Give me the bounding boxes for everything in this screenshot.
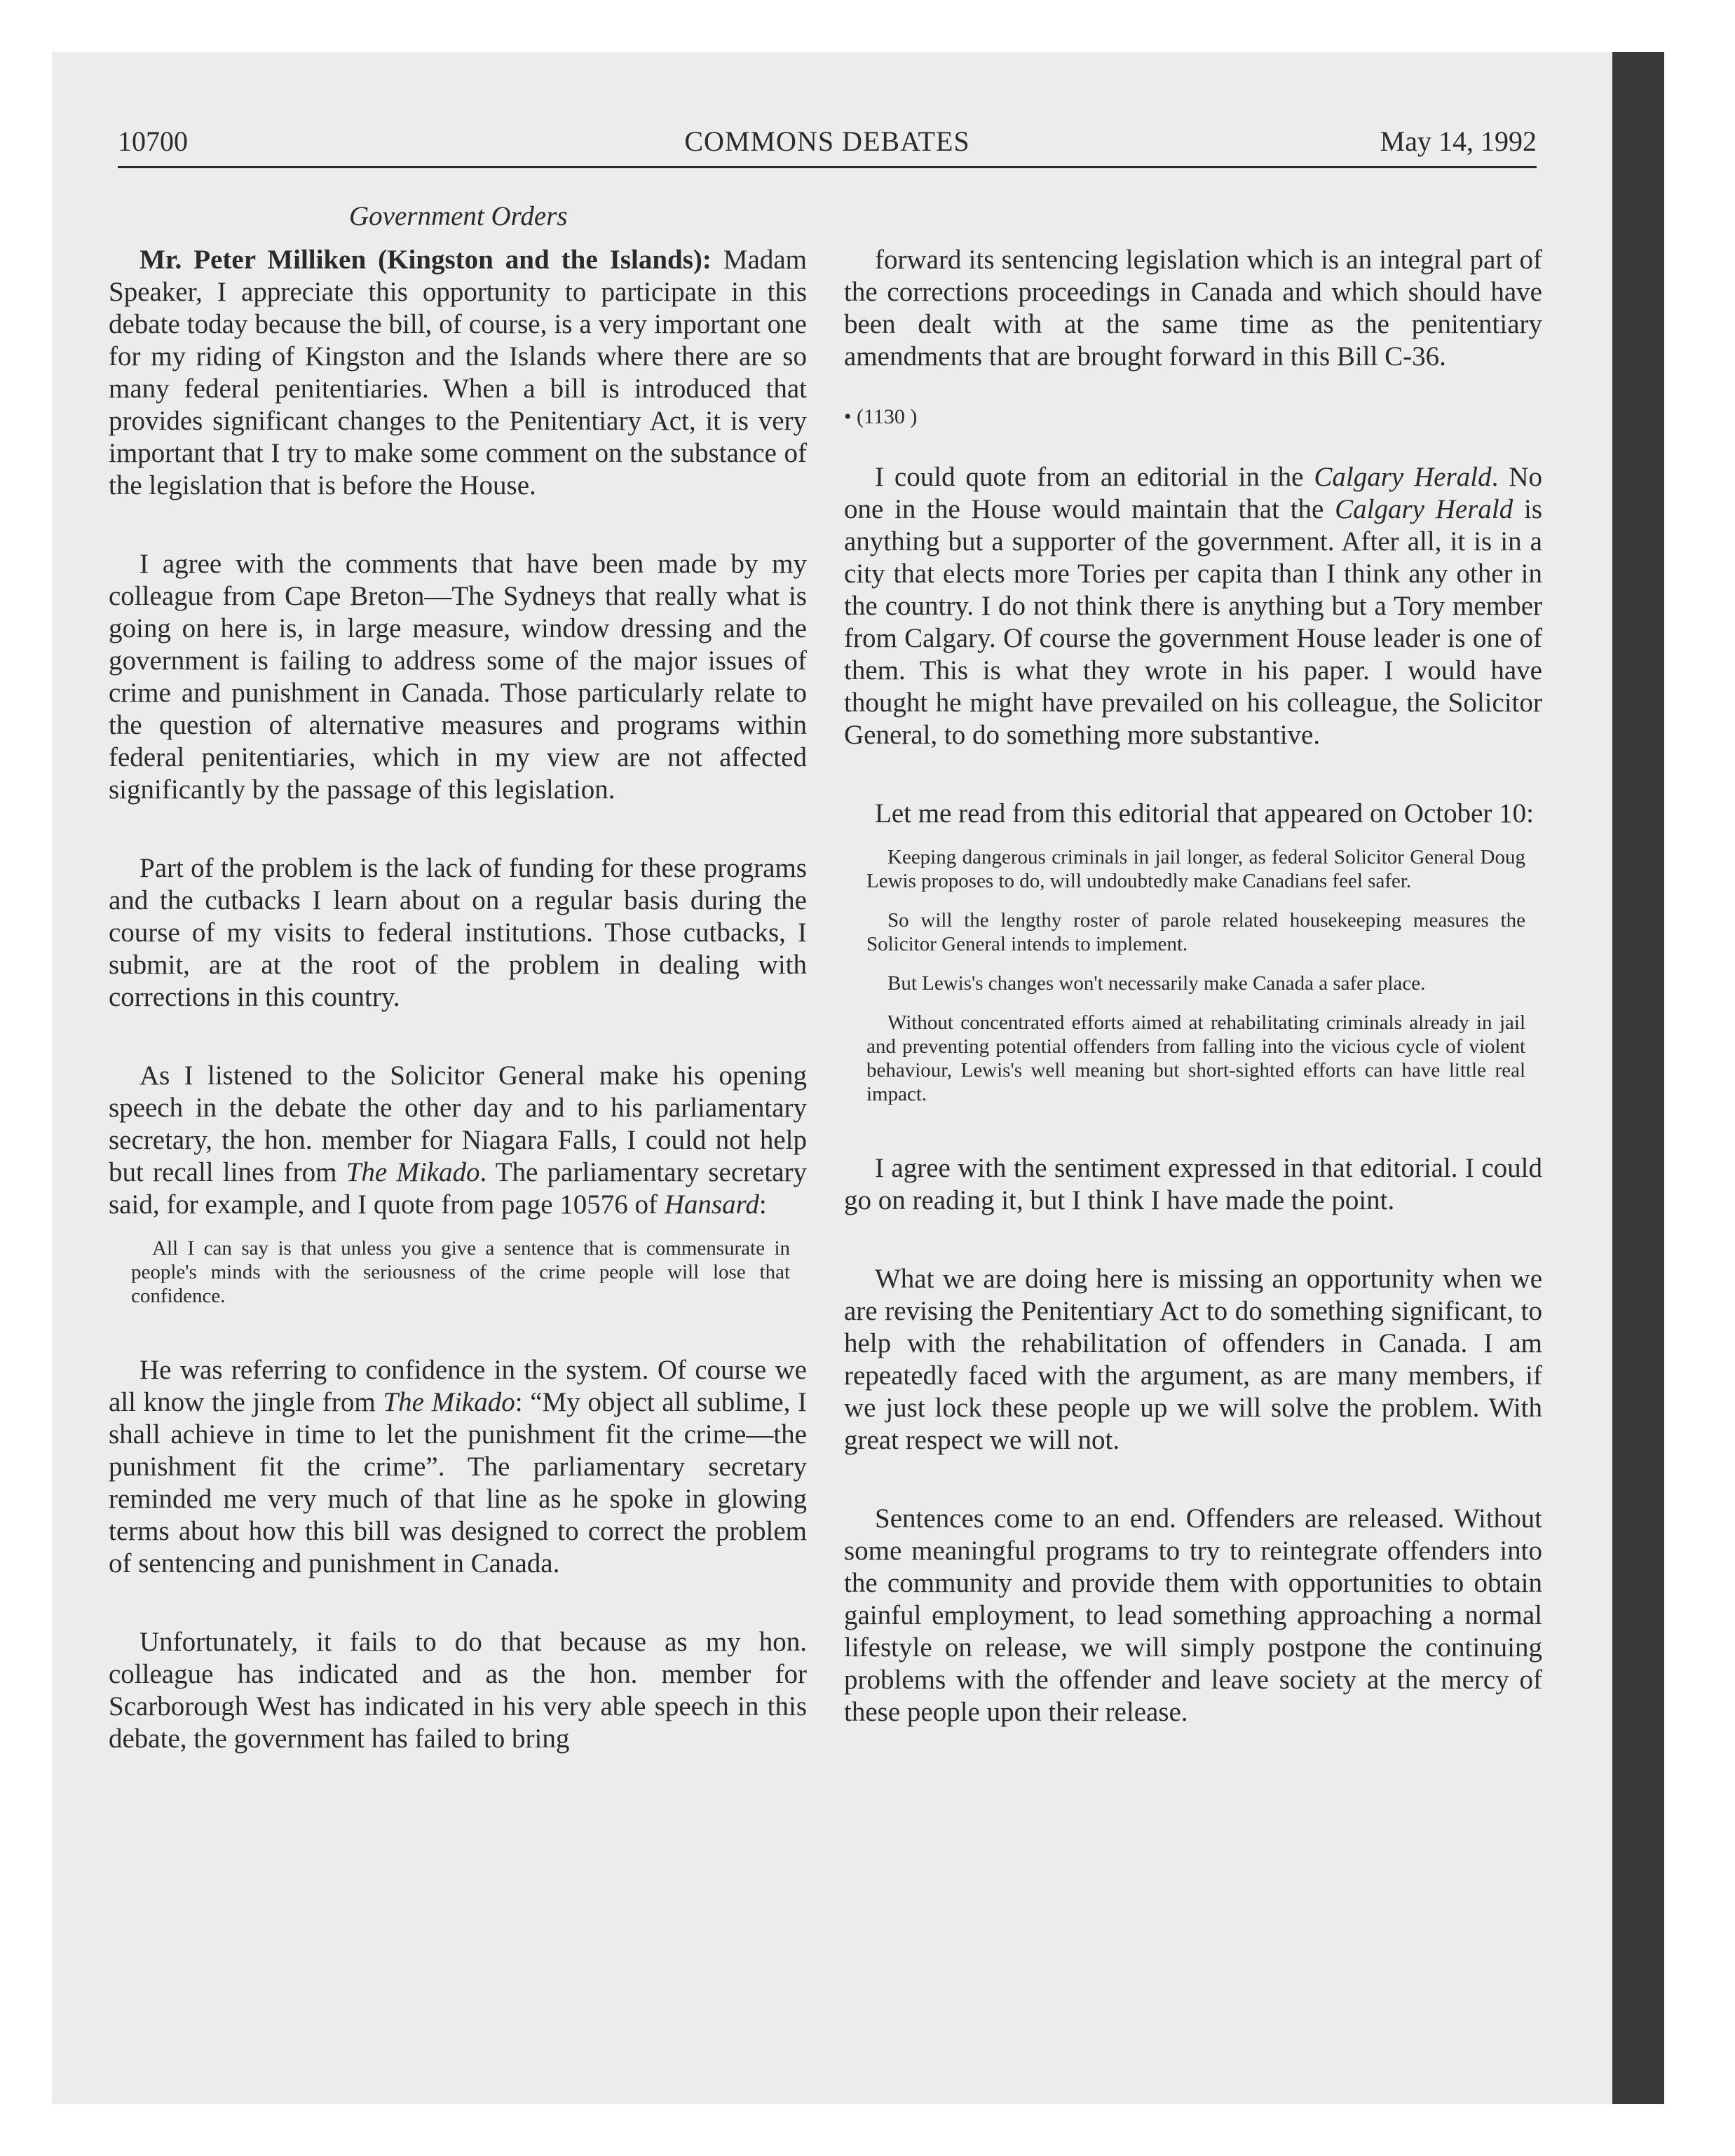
italic-title: Hansard bbox=[664, 1189, 759, 1220]
header-rule bbox=[118, 166, 1537, 168]
paragraph-text: Madam Speaker, I appreciate this opportunity to participate in this debate today because the bill, of course, is a very important one for my riding of Kingston and the Islands where there are so many federal penitentiaries. When a bill is introduced that provides significant changes to the Penitentiary Act, it is very important that I try to make some comment on the substance of the legislation that is before the House. bbox=[109, 245, 807, 500]
left-column bbox=[109, 244, 807, 1755]
publication-date: May 14, 1992 bbox=[1380, 125, 1537, 157]
paragraph: Let me read from this editorial that appeared on October 10: bbox=[875, 798, 1534, 828]
block-quote: Without concentrated efforts aimed at rehabilitating criminals already in jail and preventing potential offenders from falling into the vicious cycle of violent behaviour, Lewis's well meaning but short-sighted efforts can have little real impact. bbox=[866, 1011, 1525, 1105]
paragraph: I agree with the sentiment expressed in that editorial. I could go on reading it, but I think I have made the point. bbox=[844, 1153, 1542, 1215]
paragraph-text: . No one in the House would maintain that the bbox=[844, 462, 1542, 524]
paragraph: Part of the problem is the lack of funding for these programs and the cutbacks I learn about on a regular basis during the course of my visits to federal institutions. Those cutbacks, I submit, are at the root of the problem in dealing with corrections in this country. bbox=[109, 853, 807, 1012]
italic-title: Calgary Herald bbox=[1314, 462, 1492, 492]
paragraph-text: I could quote from an editorial in the bbox=[875, 462, 1314, 492]
paragraph-text: He was referring to confidence in the system. Of course we all know the jingle from bbox=[109, 1355, 807, 1417]
block-quote: Keeping dangerous criminals in jail longer, as federal Solicitor General Doug Lewis proposes to do, will undoubtedly make Canadians feel safer. bbox=[866, 846, 1525, 892]
italic-title: The Mikado bbox=[346, 1157, 480, 1187]
block-quote: But Lewis's changes won't necessarily make Canada a safer place. bbox=[887, 972, 1426, 995]
scan-edge bbox=[1612, 52, 1664, 2104]
paragraph bbox=[844, 461, 1542, 751]
speaker-name: Mr. Peter Milliken (Kingston and the Islands): bbox=[140, 245, 712, 275]
paragraph: forward its sentencing legislation which is an integral part of the corrections proceedings in Canada and which should have been dealt with at the same time as the penitentiary amendments that are brought forward in this Bill C-36. bbox=[844, 245, 1542, 371]
page-number: 10700 bbox=[118, 125, 188, 157]
time-marker: • (1130 ) bbox=[844, 405, 918, 428]
block-quote: All I can say is that unless you give a sentence that is commensurate in people's minds with the seriousness of the crime people will lose that confidence. bbox=[131, 1237, 790, 1307]
italic-title: Calgary Herald bbox=[1335, 494, 1513, 524]
paragraph bbox=[109, 1060, 807, 1221]
italic-title: The Mikado bbox=[383, 1387, 515, 1417]
paragraph-text: : “My object all sublime, I shall achieve in time to let the punishment fit the crime—the punishment fit the crime”. The parliamentary secretary reminded me very much of that line as he spoke in glowing terms about how this bill was designed to correct the problem of sentencing and punishment in Canada. bbox=[109, 1387, 808, 1578]
right-column bbox=[844, 244, 1542, 1728]
paragraph: Unfortunately, it fails to do that because as my hon. colleague has indicated and as the hon. member for Scarborough West has indicated in his very able speech in this debate, the government has failed to bring bbox=[109, 1627, 807, 1754]
paragraph: What we are doing here is missing an opportunity when we are revising the Penitentiary Act to do something significant, to help with the rehabilitation of offenders in Canada. I am repeatedly faced with the argument, as are many members, if we just lock these people up we will solve the problem. With great respect we will not. bbox=[844, 1264, 1542, 1455]
paragraph-text: . The parliamentary secretary said, for example, and I quote from page 10576 of bbox=[109, 1157, 807, 1220]
block-quote: So will the lengthy roster of parole related housekeeping measures the Solicitor General intends to implement. bbox=[866, 909, 1525, 955]
publication-title: COMMONS DEBATES bbox=[684, 125, 970, 157]
paragraph-text: As I listened to the Solicitor General make his opening speech in the debate the other day and to his parliamentary secretary, the hon. member for Niagara Falls, I could not help but recall lines from bbox=[109, 1060, 807, 1187]
paragraph-text: is anything but a supporter of the government. After all, it is in a city that elects more Tories per capita than I think any other in the country. I do not think there is anything but a Tory member from Calgary. Of course the government House leader is one of them. This is what they wrote in his paper. I would have thought he might have prevailed on his colleague, the Solicitor General, to do something more substantive. bbox=[844, 494, 1543, 750]
page-header bbox=[118, 125, 1537, 167]
paragraph-text: : bbox=[758, 1189, 767, 1220]
section-title: Government Orders bbox=[349, 201, 568, 231]
paragraph bbox=[109, 1354, 807, 1580]
paragraph: Sentences come to an end. Offenders are released. Without some meaningful programs to try to reintegrate offenders into the community and provide them with opportunities to obtain gainful employment, to lead something approaching a normal lifestyle on release, we will simply postpone the continuing problems with the offender and leave society at the mercy of these people upon their release. bbox=[844, 1503, 1542, 1727]
paragraph bbox=[109, 244, 807, 502]
paragraph: I agree with the comments that have been made by my colleague from Cape Breton—The Sydneys that really what is going on here is, in large measure, window dressing and the government is failing to address some of the major issues of crime and punishment in Canada. Those particularly relate to the question of alternative measures and programs within federal penitentiaries, which in my view are not affected significantly by the passage of this legislation. bbox=[109, 549, 807, 805]
